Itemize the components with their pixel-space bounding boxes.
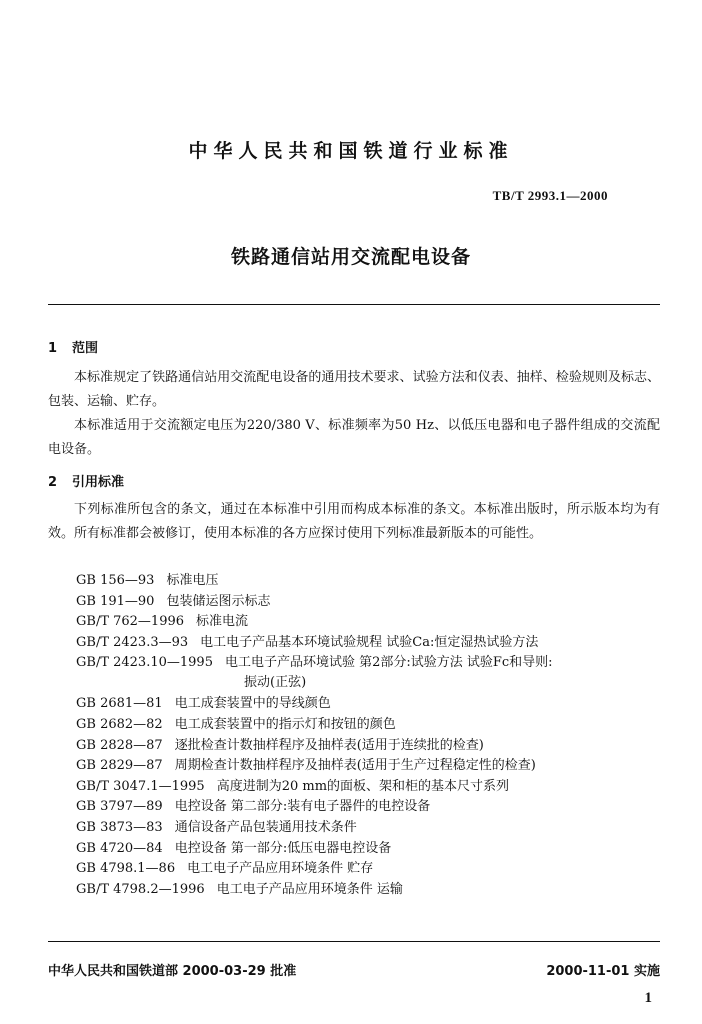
reference-code: GB/T 2423.3—93: [76, 634, 189, 650]
implementation-date: 2000-11-01 实施: [546, 964, 660, 979]
reference-title: 通信设备产品包装通用技术条件: [174, 819, 357, 835]
reference-code: GB 2681—81: [76, 696, 163, 712]
reference-code: GB 191—90: [76, 593, 155, 609]
reference-title: 电工成套装置中的指示灯和按钮的颜色: [174, 716, 396, 732]
reference-code: GB 3797—89: [76, 799, 163, 815]
reference-title: 标准电流: [196, 614, 249, 630]
reference-code: GB/T 2423.10—1995: [76, 655, 213, 671]
section-title: 引用标准: [72, 475, 125, 490]
reference-code: GB 2682—82: [76, 716, 163, 732]
section-1-paragraph-1: 本标准规定了铁路通信站用交流配电设备的通用技术要求、试验方法和仪表、抽样、检验规则及标志、包装、运输、贮存。: [48, 370, 660, 409]
reference-code: GB/T 762—1996: [76, 614, 185, 630]
standard-number: TB/T 2993.1—2000: [492, 188, 608, 203]
reference-code: GB 4720—84: [76, 840, 163, 856]
reference-code: GB 2828—87: [76, 737, 163, 753]
reference-code: GB 156—93: [76, 573, 155, 588]
approval-date: 中华人民共和国铁道部 2000-03-29 批准: [48, 964, 297, 979]
reference-title: 电工成套装置中的导线颜色: [174, 696, 331, 712]
issuing-authority: 中华人民共和国铁道行业标准: [188, 140, 514, 162]
reference-code: GB 2829—87: [76, 758, 163, 774]
reference-title: 标准电压: [166, 573, 219, 588]
footer-divider: [48, 941, 660, 942]
document-title: 铁路通信站用交流配电设备: [230, 246, 471, 268]
reference-code: GB/T 4798.2—1996: [76, 881, 205, 897]
section-2-intro: 下列标准所包含的条文，通过在本标准中引用而构成本标准的条文。本标准出版时，所示版本均为有效。所有标准都会被修订，使用本标准的各方应探讨使用下列标准最新版本的可能性。: [48, 502, 660, 541]
reference-code: GB 4798.1—86: [76, 861, 176, 877]
reference-title: 电控设备 第二部分:装有电子器件的电控设备: [174, 799, 431, 815]
reference-title: 电工电子产品应用环境条件 贮存: [187, 861, 374, 877]
section-title: 范围: [72, 341, 99, 356]
section-1-paragraph-2: 本标准适用于交流额定电压为220/380 V、标准频率为50 Hz、以低压电器和电子器件组成的交流配电设备。: [48, 418, 660, 457]
reference-title: 电工电子产品基本环境试验规程 试验Ca:恒定湿热试验方法: [200, 634, 539, 650]
reference-list: [76, 571, 666, 900]
section-2-heading: [48, 471, 124, 490]
reference-title: 包装储运图示标志: [166, 593, 271, 609]
reference-title: 逐批检查计数抽样程序及抽样表(适用于连续批的检查): [174, 737, 484, 753]
section-1-heading: [48, 337, 98, 356]
reference-title: 电控设备 第一部分:低压电器电控设备: [174, 840, 392, 856]
section-number: 1: [48, 341, 58, 356]
title-divider: [48, 304, 660, 305]
reference-title: 高度进制为20 mm的面板、架和柜的基本尺寸系列: [216, 778, 510, 794]
reference-title: 电工电子产品应用环境条件 运输: [216, 881, 403, 897]
reference-title-continuation: 振动(正弦): [244, 675, 307, 691]
section-number: 2: [48, 475, 58, 490]
reference-code: GB 3873—83: [76, 819, 163, 835]
reference-title: 电工电子产品环境试验 第2部分:试验方法 试验Fc和导则:: [224, 655, 553, 671]
reference-code: GB/T 3047.1—1995: [76, 778, 205, 794]
reference-title: 周期检查计数抽样程序及抽样表(适用于生产过程稳定性的检查): [174, 758, 536, 774]
page-number: 1: [644, 990, 652, 1006]
